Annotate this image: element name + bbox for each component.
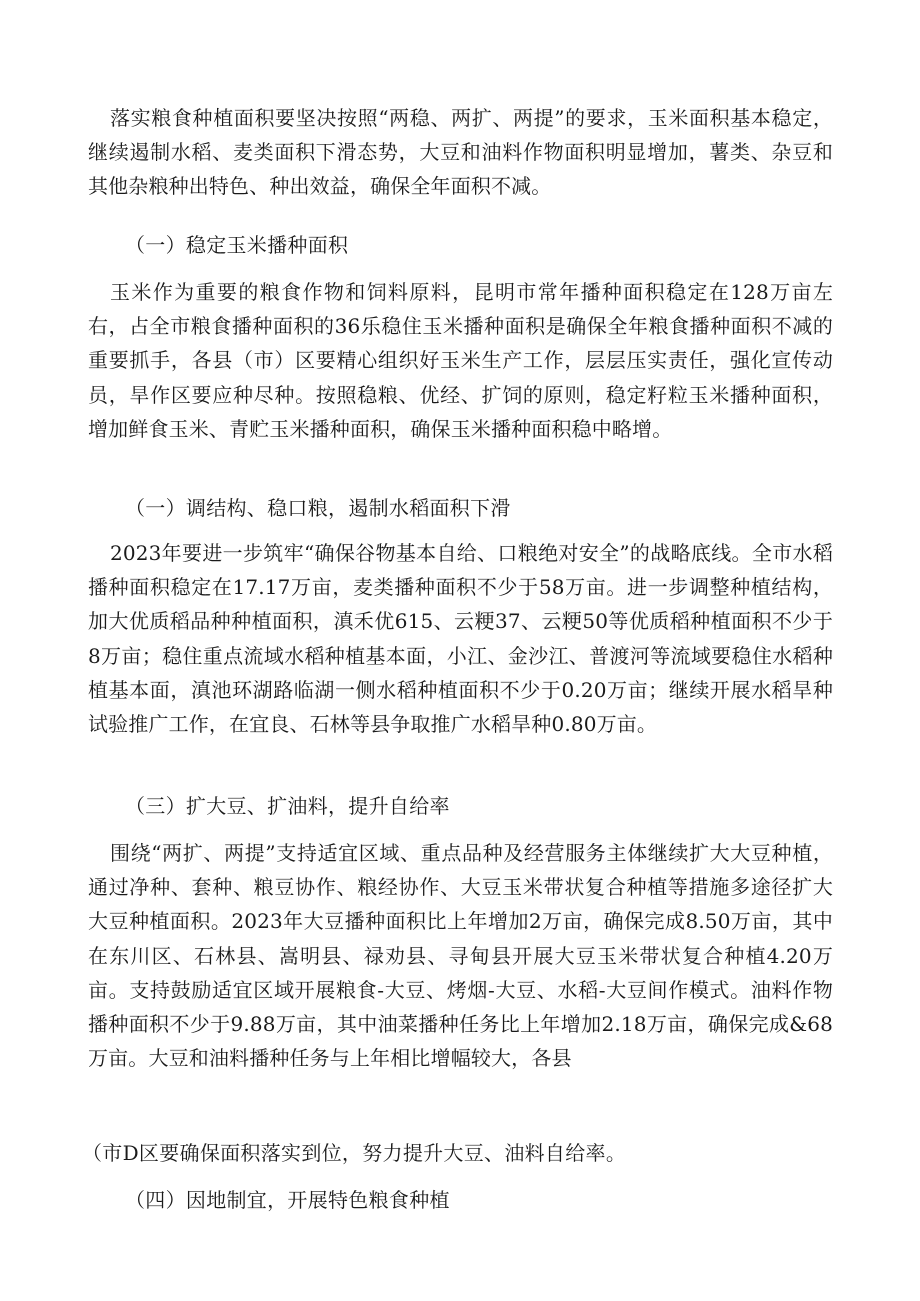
soybean-oil-paragraph: 围绕“两扩、两提”支持适宜区域、重点品种及经营服务主体继续扩大大豆种植，通过净种、套种、粮豆协作、粮经协作、大豆玉米带状复合种植等措施多途径扩大大豆种植面积。2023年大豆播种面积比上年增加2万亩，确保完成8.50万亩，其中在东川区、石林县、嵩明县、禄劝县、寻甸县开展大豆玉米带状复合种植4.20万亩。支持鼓励适宜区域开展粮食-大豆、烤烟-大豆、水稻-大豆间作模式。油料作物播种面积不少于9.88万亩，其中油菜播种任务比上年增加2.18万亩，确保完成&68万亩。大豆和油料播种任务与上年相比增幅较大，各县 (88, 841, 833, 1071)
section-heading-specialty-grain: （四）因地制宜，开展特色粮食种植 (125, 1188, 450, 1212)
soybean-oil-paragraph-continued: （市D区要确保面积落实到位，努力提升大豆、油料自给率。 (82, 1141, 627, 1165)
section-heading-soybean-oil: （三）扩大豆、扩油料，提升自给率 (125, 794, 450, 818)
corn-paragraph: 玉米作为重要的粮食作物和饲料原料，昆明市常年播种面积稳定在128万亩左右，占全市粮食播种面积的36乐稳住玉米播种面积是确保全年粮食播种面积不减的重要抓手，各县（市）区要精心组织好玉米生产工作，层层压实责任，强化宣传动员，旱作区要应种尽种。按照稳粮、优经、扩饲的原则，稳定籽粒玉米播种面积，增加鲜食玉米、青贮玉米播种面积，确保玉米播种面积稳中略增。 (88, 280, 833, 441)
intro-paragraph: 落实粮食种植面积要坚决按照“两稳、两扩、两提”的要求，玉米面积基本稳定，继续遏制水稻、麦类面积下滑态势，大豆和油料作物面积明显增加，薯类、杂豆和其他杂粮种出特色、种出效益，确保全年面积不减。 (88, 106, 833, 199)
section-heading-corn: （一）稳定玉米播种面积 (125, 233, 349, 257)
section-heading-rice: （一）调结构、稳口粮，遏制水稻面积下滑 (125, 496, 511, 520)
rice-paragraph: 2023年要进一步筑牢“确保谷物基本自给、口粮绝对安全”的战略底线。全市水稻播种面积稳定在17.17万亩，麦类播种面积不少于58万亩。进一步调整种植结构，加大优质稻品种种植面积，滇禾优615、云粳37、云粳50等优质稻种植面积不少于8万亩；稳住重点流域水稻种植基本面，小江、金沙江、普渡河等流域要稳住水稻种植基本面，滇池环湖路临湖一侧水稻种植面积不少于0.20万亩；继续开展水稻旱种试验推广工作，在宜良、石林等县争取推广水稻旱种0.80万亩。 (88, 541, 833, 737)
